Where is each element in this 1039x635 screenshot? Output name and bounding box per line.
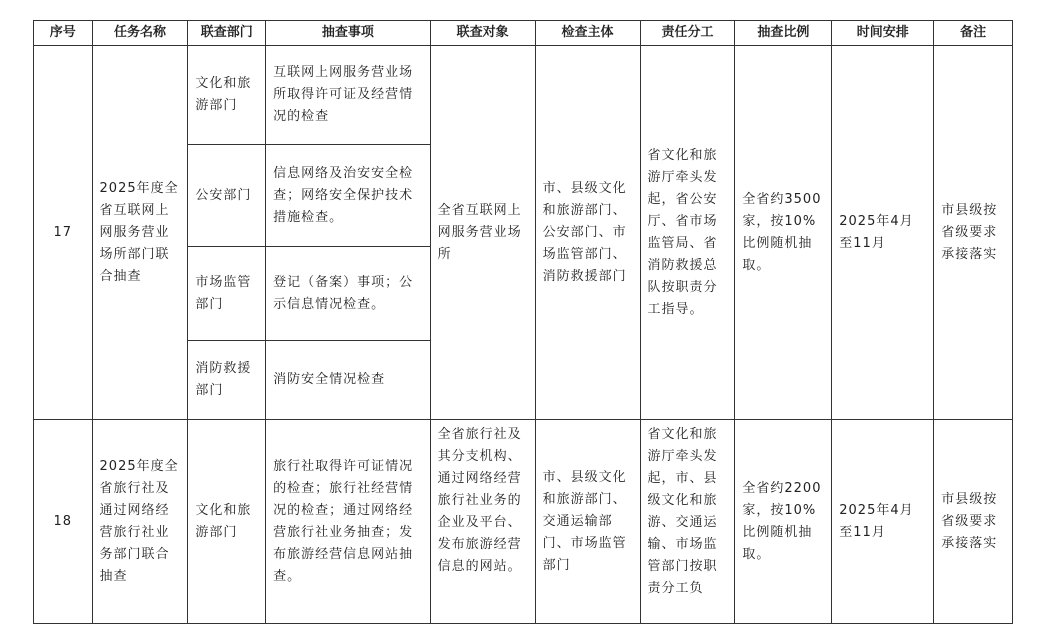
header-resp: 责任分工 bbox=[640, 21, 735, 46]
table-row bbox=[34, 420, 1013, 624]
row-task: 2025年度全省旅行社及通过网络经营旅行社业务部门联合抽查 bbox=[92, 420, 188, 624]
row-task: 2025年度全省互联网上网服务营业场所部门联合抽查 bbox=[92, 46, 188, 420]
header-note: 备注 bbox=[934, 21, 1013, 46]
row-object: 全省旅行社及其分支机构、通过网络经营旅行社业务的企业及平台、发布旅游经营信息的网站。 bbox=[437, 427, 522, 574]
row-resp-cell bbox=[640, 420, 735, 624]
row-body: 市、县级文化和旅游部门、交通运输部门、市场监管部门 bbox=[535, 420, 640, 624]
header-seq: 序号 bbox=[34, 21, 93, 46]
header-object: 联查对象 bbox=[430, 21, 535, 46]
row-item: 消防安全情况检查 bbox=[266, 341, 431, 420]
row-item: 互联网上网服务营业场所取得许可证及经营情况的检查 bbox=[266, 46, 431, 145]
row-dept: 公安部门 bbox=[188, 145, 266, 247]
header-item: 抽查事项 bbox=[266, 21, 431, 46]
row-seq: 18 bbox=[34, 420, 93, 624]
row-dept: 文化和旅游部门 bbox=[188, 46, 266, 145]
row-time: 2025年4月至11月 bbox=[832, 46, 934, 420]
row-object-cell bbox=[430, 420, 535, 624]
row-ratio: 全省约2200家，按10%比例随机抽取。 bbox=[735, 420, 832, 624]
row-ratio: 全省约3500家，按10%比例随机抽取。 bbox=[735, 46, 832, 420]
inspection-table bbox=[33, 20, 1013, 624]
row-dept: 市场监管部门 bbox=[188, 247, 266, 341]
header-row bbox=[34, 21, 1013, 46]
row-dept: 文化和旅游部门 bbox=[188, 420, 266, 624]
header-dept: 联查部门 bbox=[188, 21, 266, 46]
header-ratio: 抽查比例 bbox=[735, 21, 832, 46]
row-item: 信息网络及治安安全检查；网络安全保护技术措施检查。 bbox=[266, 145, 431, 247]
row-resp: 省文化和旅游厅牵头发起，市、县级文化和旅游、交通运输、市场监管部门按职责分工负 bbox=[647, 427, 718, 596]
row-note: 市县级按省级要求承接落实 bbox=[934, 46, 1013, 420]
row-time: 2025年4月至11月 bbox=[832, 420, 934, 624]
row-seq: 17 bbox=[34, 46, 93, 420]
row-dept: 消防救援部门 bbox=[188, 341, 266, 420]
row-item: 登记（备案）事项；公示信息情况检查。 bbox=[266, 247, 431, 341]
row-object: 全省互联网上网服务营业场所 bbox=[430, 46, 535, 420]
row-body: 市、县级文化和旅游部门、公安部门、市场监管部门、消防救援部门 bbox=[535, 46, 640, 420]
header-task-name: 任务名称 bbox=[92, 21, 188, 46]
table-row bbox=[34, 46, 1013, 145]
row-resp: 省文化和旅游厅牵头发起，省公安厅、省市场监管局、省消防救援总队按职责分工指导。 bbox=[640, 46, 735, 420]
header-time: 时间安排 bbox=[832, 21, 934, 46]
header-body: 检查主体 bbox=[535, 21, 640, 46]
row-note: 市县级按省级要求承接落实 bbox=[934, 420, 1013, 624]
row-item: 旅行社取得许可证情况的检查；旅行社经营情况的检查；通过网络经营旅行社业务抽查；发布旅游经营信息网站抽查。 bbox=[266, 420, 431, 624]
